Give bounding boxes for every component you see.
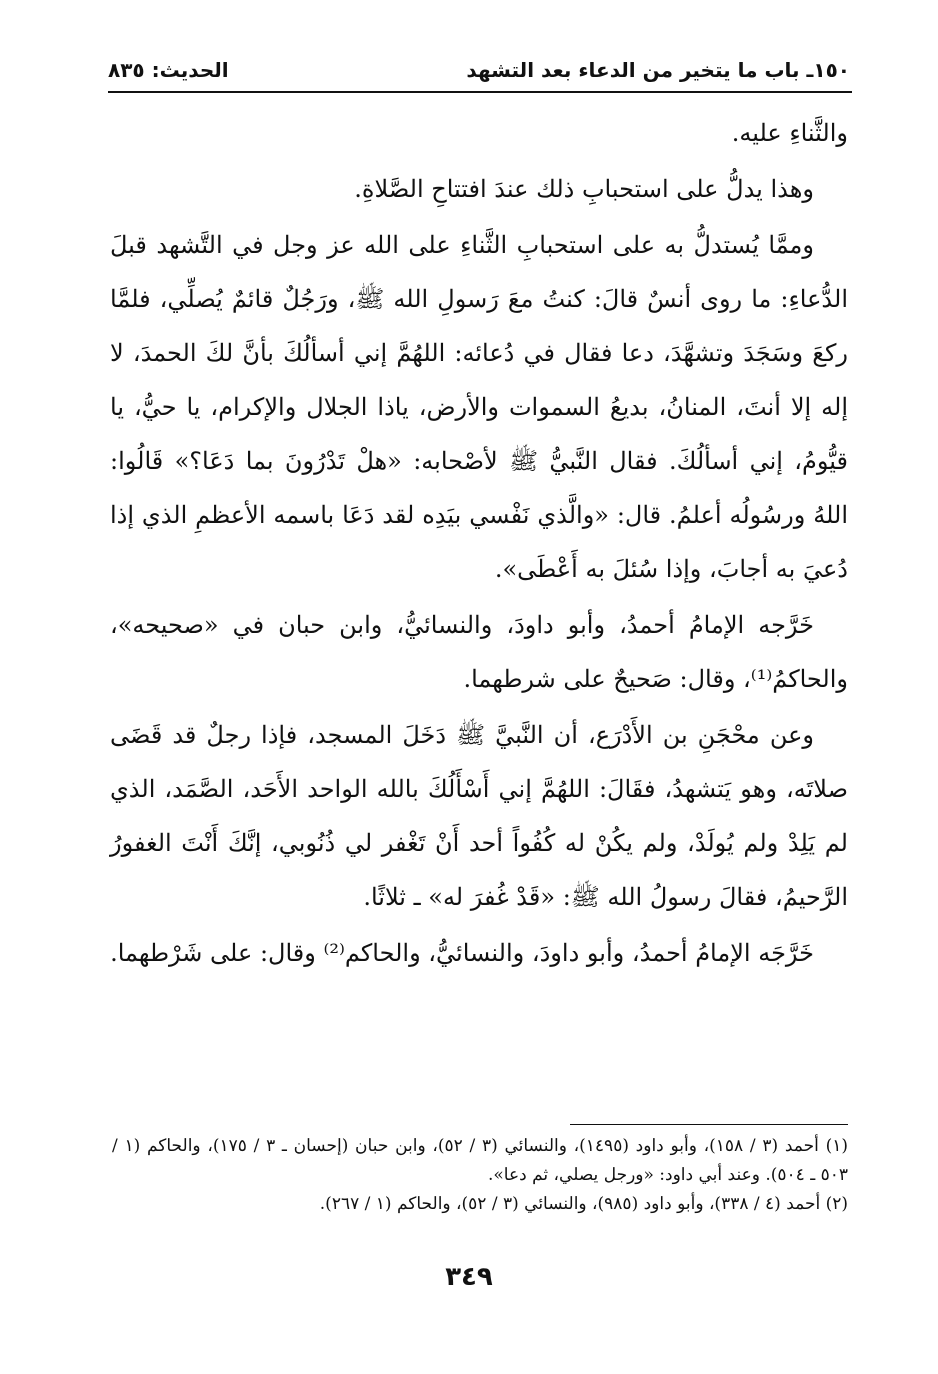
paragraph: خَرَّجَه الإمامُ أحمدُ، وأبو داودَ، والنسائيُّ، والحاكم⁽²⁾ وقال: على شَرْطهما. [110, 939, 814, 967]
paragraph: خَرَّجه الإمامُ أحمدُ، وأبو داودَ، والنسائيُّ، وابن حبان في «صحيحه»، والحاكمُ⁽¹⁾، وقال: صَحيحٌ على شرطهما. [110, 611, 848, 693]
paragraph: وعن محْجَنِ بن الأَدْرَع، أن النَّبيَّ ﷺ دَخَلَ المسجد، فإذا رجلٌ قد قَضَى صلاتَه، وهو يَتشهدُ، فقَالَ: اللهُمَّ إني أَسْأَلُكَ بالله الواحد الأَحَد، الصَّمَد، الذي لم يَلِدْ ولم يُولَدْ، ولم يكُنْ له كُفُواً أحد أَنْ تَغْفر لي ذُنُوبي، إنَّكَ أَنْتَ الغفورُ الرَّحيمُ، فقالَ رسولُ الله ﷺ: «قَدْ غُفرَ له» ـ ثلاثًا. [110, 721, 848, 911]
hadith-number: الحديث: ٨٣٥ [108, 58, 229, 82]
paragraph: والثَّناءِ عليه. [731, 119, 848, 147]
footnote-rule [570, 1124, 848, 1125]
page-number: ٣٤٩ [445, 1262, 493, 1292]
main-text [110, 106, 848, 980]
footnote: (١) أحمد (٣ / ١٥٨)، وأبو داود (١٤٩٥)، والنسائي (٣ / ٥٢)، وابن حبان (إحسان ـ ٣ / ١٧٥)، والحاكم (١ / ٥٠٣ ـ ٥٠٤). وعند أبي داود: «ورجل يصلي، ثم دعا». [112, 1136, 848, 1185]
footnote: (٢) أحمد (٤ / ٣٣٨)، وأبو داود (٩٨٥)، والنسائي (٣ / ٥٢)، والحاكم (١ / ٢٦٧). [319, 1194, 848, 1214]
running-header [108, 52, 850, 88]
paragraph: وهذا يدلُّ على استحبابِ ذلك عندَ افتتاحِ الصَّلاةِ. [354, 175, 814, 203]
paragraph: وممَّا يُستدلُّ به على استحبابِ الثَّناءِ على الله عز وجل في التَّشهد قبلَ الدُّعاءِ: ما روى أنسٌ قالَ: كنتُ معَ رَسولِ الله ﷺ، ورَجُلٌ قائمٌ يُصلِّي، فلمَّا ركعَ وسَجَدَ وتشهَّدَ، دعا فقال في دُعائه: اللهُمَّ إني أسألُكَ بأنَّ لكَ الحمدَ، لا إله إلا أنتَ، المنانُ، بديعُ السموات والأرض، ياذا الجلال والإكرام، يا حيُّ، يا قيُّومُ، إني أسألُكَ. فقال النَّبيُّ ﷺ لأصْحابه: «هلْ تَدْرُونَ بما دَعَا؟» قَالُوا: اللهُ ورسُولُه أعلمُ. قال: «والَّذي نَفْسي بيَدِه لقد دَعَا باسمه الأعظمِ الذي إذا دُعيَ به أجابَ، وإذا سُئلَ به أَعْطَى». [110, 231, 848, 583]
footnotes [112, 1132, 848, 1219]
header-rule [108, 91, 852, 93]
chapter-title: ١٥٠ـ باب ما يتخير من الدعاء بعد التشهد [466, 58, 850, 82]
